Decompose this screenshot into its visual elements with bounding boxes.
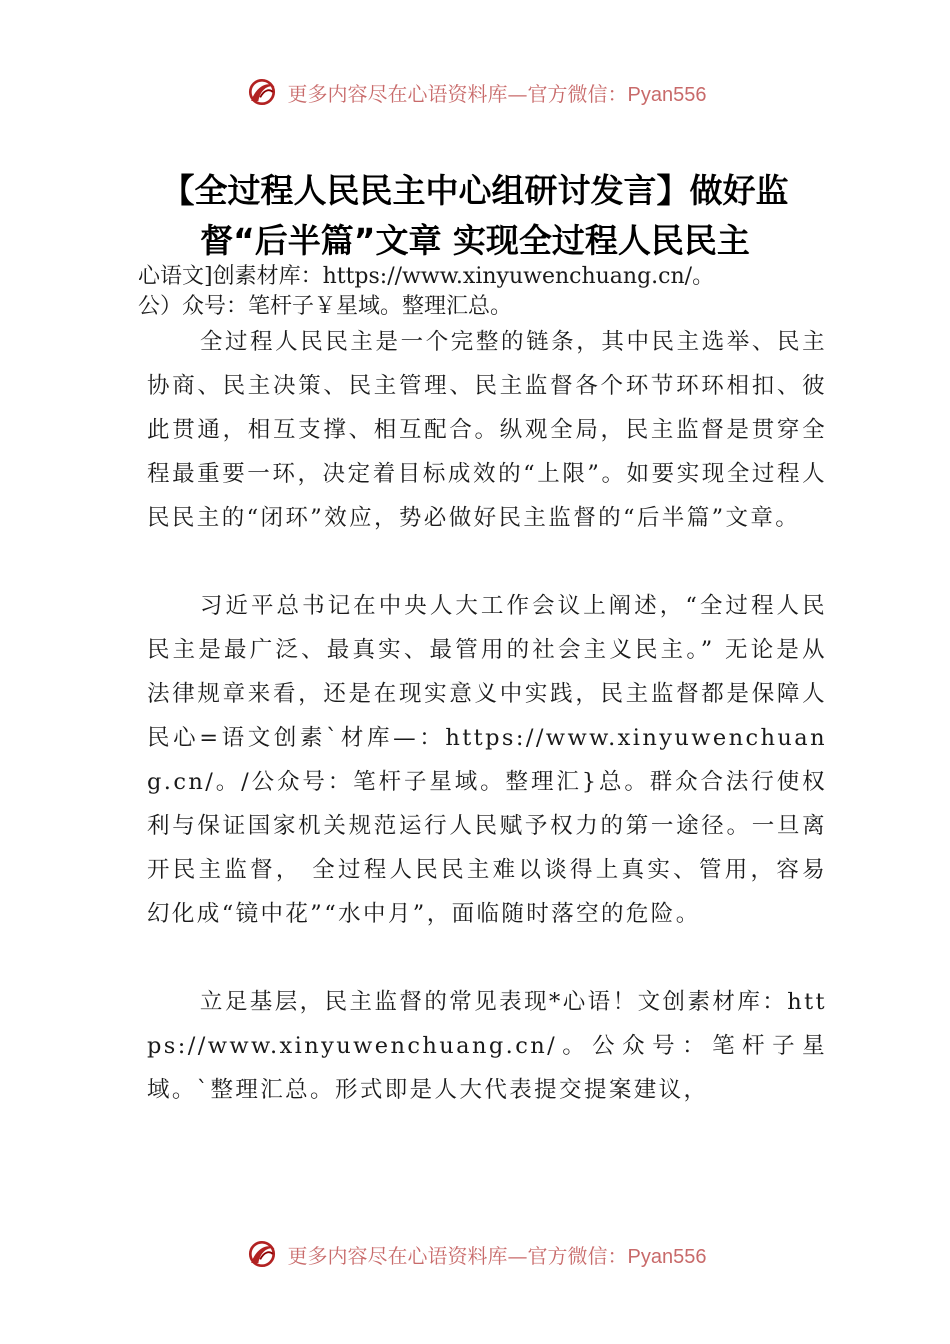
header-banner — [0, 70, 950, 114]
footer-banner — [0, 1232, 950, 1276]
footer-banner-text: 更多内容尽在心语资料库—官方微信：Pyan556 — [287, 1243, 707, 1268]
paragraph-2: 习近平总书记在中央人大工作会议上阐述，“全过程人民民主是最广泛、最真实、最管用的社会主义民主。” 无论是从法律规章来看，还是在现实意义中实践，民主监督都是保障人民心=语文创素`材库—：https://www.xinyuwenchuang.cn/。/公众号：笔杆子星域。整理汇}总。群众合法行使权利与保证国家机关规范运行人民赋予权力的第一途径。一旦离开民主监督， 全过程人民民主难以谈得上真实、管用，容易幻化成“镜中花”“水中月”，面临随时落空的危险。 — [147, 593, 827, 927]
header-wechat-id: Pyan556 — [627, 83, 707, 106]
header-banner-text: 更多内容尽在心语资料库—官方微信：Pyan556 — [287, 81, 707, 106]
red-swirl-logo-icon — [244, 74, 280, 110]
document-title: 【全过程人民民主中心组研讨发言】做好监督“后半篇”文章 实现全过程人民民主 — [161, 171, 789, 260]
source-line-2: 公）众号：笔杆子￥星域。整理汇总。 — [138, 294, 513, 319]
source-line-1: 心语文]创素材库：https://www.xinyuwenchuang.cn/。 — [138, 264, 715, 289]
paragraph-3: 立足基层，民主监督的常见表现*心语！文创素材库：https://www.xinyuwenchuang.cn/。公众号：笔杆子星域。`整理汇总。形式即是人大代表提交提案建议， — [147, 989, 827, 1103]
document-body — [147, 320, 827, 1112]
paragraph-1: 全过程人民民主是一个完整的链条，其中民主选举、民主协商、民主决策、民主管理、民主监督各个环节环环相扣、彼此贯通，相互支撑、相互配合。纵观全局，民主监督是贯穿全程最重要一环，决定着目标成效的“上限”。如要实现全过程人民民主的“闭环”效应，势必做好民主监督的“后半篇”文章。 — [147, 329, 827, 531]
red-swirl-logo-icon — [244, 1236, 280, 1272]
footer-wechat-id: Pyan556 — [627, 1245, 707, 1268]
